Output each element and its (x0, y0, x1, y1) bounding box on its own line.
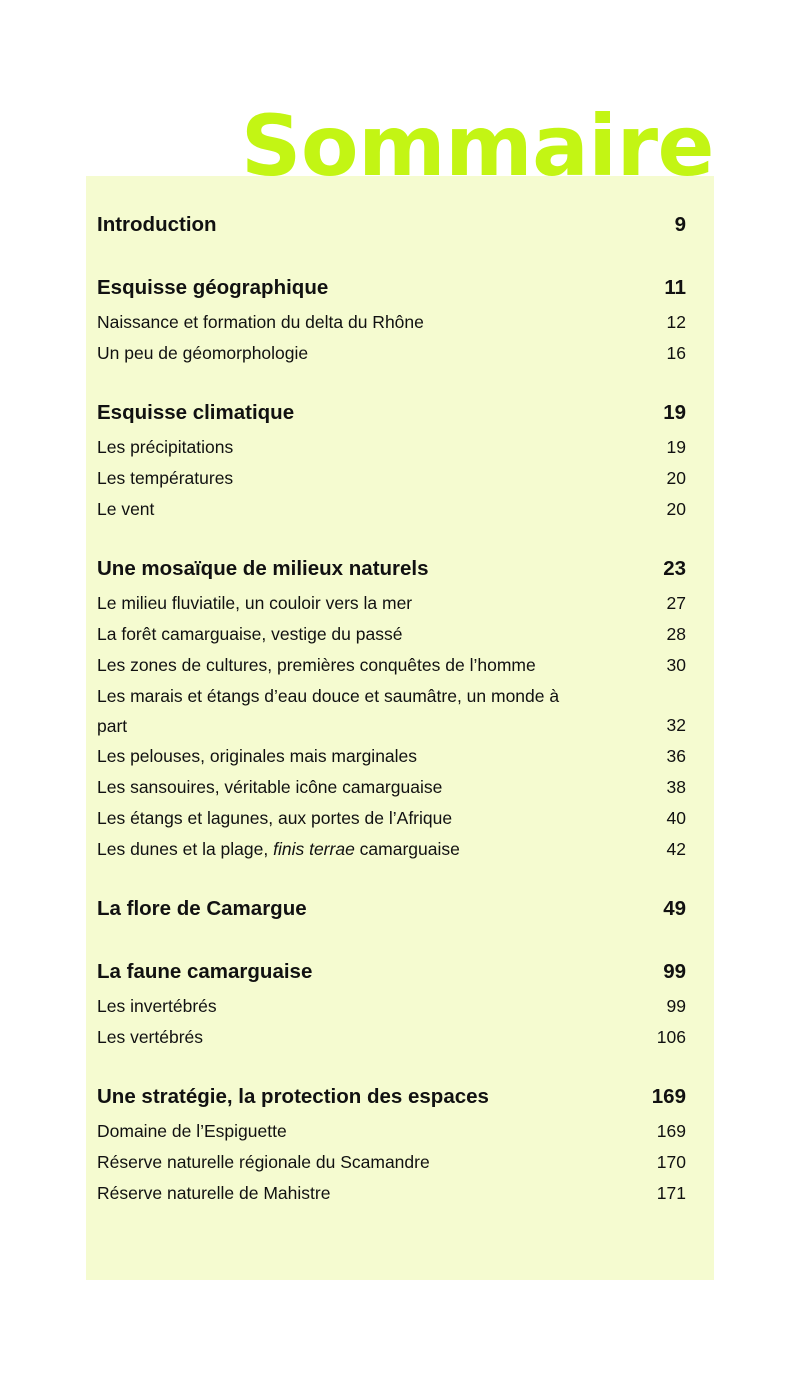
entry-title: Naissance et formation du delta du Rhône (97, 312, 424, 332)
entry-page-number: 12 (666, 312, 686, 332)
entry-page-number: 19 (666, 437, 686, 457)
entry-title: Les invertébrés (97, 996, 217, 1016)
entry-title-part: camarguaise (354, 839, 460, 859)
section-title: La flore de Camargue (97, 897, 307, 920)
section-title: Une stratégie, la protection des espaces (97, 1085, 489, 1108)
entry-page-number: 40 (666, 808, 686, 828)
entry-page-number: 30 (666, 655, 686, 675)
toc-entry[interactable] (97, 619, 686, 650)
entry-page-number: 27 (666, 593, 686, 613)
table-of-contents (86, 176, 714, 1280)
section-title: Esquisse géographique (97, 276, 329, 299)
entry-title-italic: finis terrae (273, 839, 355, 859)
toc-entry[interactable] (97, 803, 686, 834)
toc-entry[interactable] (97, 991, 686, 1022)
toc-entry[interactable] (97, 1116, 686, 1147)
entry-page-number: 28 (666, 624, 686, 644)
entry-page-number: 38 (666, 777, 686, 797)
entry-title: Les températures (97, 468, 234, 488)
toc-entry[interactable] (97, 494, 686, 525)
entry-title: La forêt camarguaise, vestige du passé (97, 624, 403, 644)
toc-entry[interactable] (97, 741, 686, 772)
toc-section-heading[interactable] (97, 269, 686, 307)
toc-section-heading[interactable] (97, 1078, 686, 1116)
entry-title: Les étangs et lagunes, aux portes de l’Afrique (97, 808, 453, 828)
toc-section (97, 550, 686, 865)
toc-section (97, 1078, 686, 1209)
toc-entry[interactable] (97, 588, 686, 619)
toc-section (97, 206, 686, 244)
toc-entry[interactable] (97, 1022, 686, 1053)
entry-page-number: 171 (656, 1183, 686, 1203)
toc-section-heading[interactable] (97, 550, 686, 588)
section-title: Introduction (97, 213, 217, 236)
entry-page-number: 20 (666, 499, 686, 519)
entry-page-number: 169 (656, 1121, 686, 1141)
toc-entry[interactable] (97, 463, 686, 494)
entry-title: Les vertébrés (97, 1027, 204, 1047)
toc-entry[interactable] (97, 681, 686, 741)
section-page-number: 19 (663, 401, 686, 424)
entry-page-number: 20 (666, 468, 686, 488)
toc-section (97, 394, 686, 525)
section-page-number: 99 (663, 960, 686, 983)
entry-page-number: 170 (656, 1152, 686, 1172)
entry-title: Le milieu fluviatile, un couloir vers la mer (97, 593, 413, 613)
entry-title: Les pelouses, originales mais marginales (97, 746, 418, 766)
toc-entry[interactable] (97, 834, 686, 865)
toc-entry[interactable] (97, 772, 686, 803)
toc-entry[interactable] (97, 650, 686, 681)
toc-entry[interactable] (97, 1147, 686, 1178)
toc-entry[interactable] (97, 432, 686, 463)
entry-page-number: 106 (656, 1027, 686, 1047)
entry-title: Les précipitations (97, 437, 234, 457)
section-title: Esquisse climatique (97, 401, 295, 424)
entry-title: Le vent (97, 499, 155, 519)
entry-title: Les sansouires, véritable icône camarguaise (97, 777, 443, 797)
entry-title: Un peu de géomorphologie (97, 343, 309, 363)
toc-section-heading[interactable] (97, 890, 686, 928)
entry-title (97, 834, 460, 865)
page-title: Sommaire (240, 97, 714, 195)
entry-title-part: Les dunes et la plage, (97, 839, 274, 859)
entry-title: Les marais et étangs d’eau douce et saumâtre, un monde à part (97, 686, 560, 736)
entry-page-number: 99 (666, 996, 686, 1016)
entry-title: Réserve naturelle de Mahistre (97, 1183, 331, 1203)
toc-section (97, 890, 686, 928)
entry-title: Réserve naturelle régionale du Scamandre (97, 1152, 430, 1172)
toc-section (97, 953, 686, 1053)
section-page-number: 23 (663, 557, 686, 580)
entry-title: Les zones de cultures, premières conquêtes de l’homme (97, 655, 536, 675)
entry-page-number: 36 (666, 746, 686, 766)
section-page-number: 9 (674, 213, 686, 236)
entry-page-number: 42 (666, 839, 686, 859)
section-page-number: 11 (664, 276, 686, 299)
entry-title: Domaine de l’Espiguette (97, 1121, 287, 1141)
toc-section-heading[interactable] (97, 953, 686, 991)
toc-entry[interactable] (97, 307, 686, 338)
section-page-number: 49 (663, 897, 686, 920)
toc-section-heading[interactable] (97, 206, 686, 244)
toc-entry[interactable] (97, 338, 686, 369)
entry-page-number: 16 (666, 343, 686, 363)
section-title: Une mosaïque de milieux naturels (97, 557, 429, 580)
toc-entry[interactable] (97, 1178, 686, 1209)
section-page-number: 169 (651, 1085, 686, 1108)
toc-section-heading[interactable] (97, 394, 686, 432)
section-title: La faune camarguaise (97, 960, 313, 983)
toc-section (97, 269, 686, 369)
entry-page-number: 32 (666, 715, 686, 735)
